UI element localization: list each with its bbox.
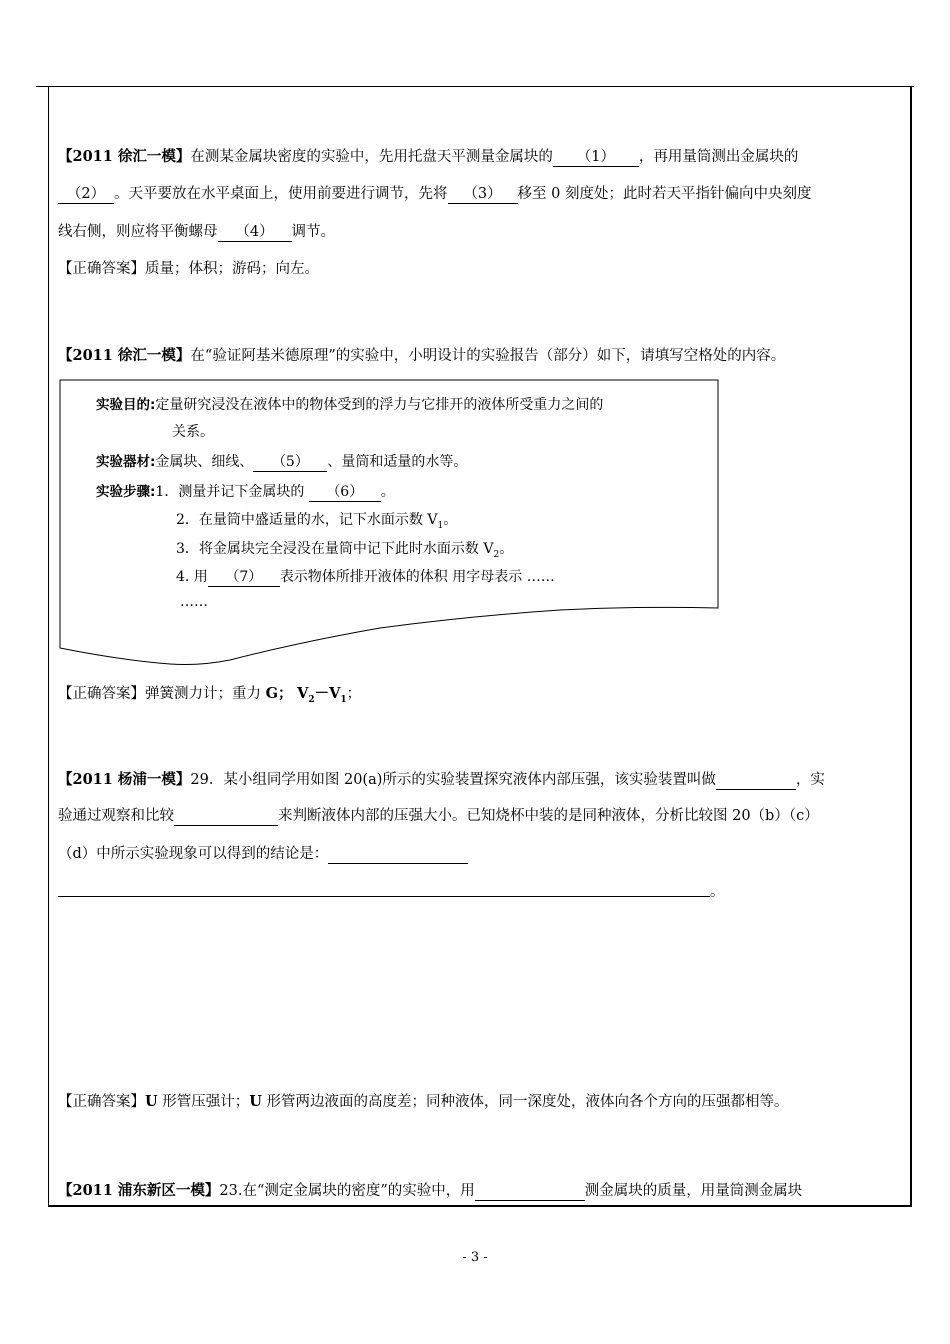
page-number: - 3 - [462, 1250, 488, 1265]
q4-line-1: 【2011 浦东新区一模】23.在“测定金属块的密度”的实验中，用 测金属块的质量，用量筒测金属块 [58, 1182, 803, 1199]
q3-period: 。 [710, 884, 725, 900]
q2-answer-tag: 【正确答案】 [58, 686, 145, 702]
q1-line-3: 线右侧，则应将平衡螺母 （4） 调节。 [58, 224, 335, 240]
q1-answer: 【正确答案】质量；体积；游码；向左。 [58, 261, 319, 277]
q3-line-3: （d）中所示实验现象可以得到的结论是： [58, 844, 468, 864]
q3-line-2: 验通过观察和比较 来判断液体内部的压强大小。已知烧杯中装的是同种液体，分析比较图 20（b）（c） [58, 808, 819, 824]
q1-tag: 【2011 徐汇一模】 [58, 148, 191, 165]
equipment-label: 实验器材: [96, 454, 156, 470]
q3-blank-3 [328, 845, 468, 864]
q1-answer-tag: 【正确答案】 [58, 261, 145, 277]
q1-line-2: （2） 。天平要放在水平桌面上，使用前要进行调节，先将 （3） 移至 0 刻度处；此时若天平指针偏向中央刻度 [58, 184, 811, 204]
box-ellipsis: …… [180, 594, 208, 610]
q3-blank-2 [174, 807, 278, 826]
box-step-3: 3．将金属块完全浸没在量筒中记下此时水面示数 $V_2$。 [176, 541, 514, 560]
q4-blank-1 [475, 1182, 585, 1201]
q1-line-1: 【2011 徐汇一模】在测某金属块密度的实验中，先用托盘天平测量金属块的 （1） ，再用量筒测出金属块的 [58, 148, 799, 165]
q1-blank-2: （2） [58, 185, 114, 204]
blank-7: （7） [208, 568, 280, 587]
q3-blank-1 [716, 771, 796, 790]
q3-answer: 【正确答案】U 形管压强计；U 形管两边液面的高度差；同种液体，同一深度处，液体向各个方向的压强都相等。 [58, 1093, 789, 1110]
box-purpose-line-2: 关系。 [172, 424, 214, 440]
q1-blank-3: （3） [448, 185, 518, 204]
q1-blank-4: （4） [218, 223, 292, 242]
box-purpose-line-1: 实验目的:定量研究浸没在液体中的物体受到的浮力与它排开的液体所受重力之间的 [96, 397, 604, 413]
purpose-label: 实验目的: [96, 397, 156, 413]
box-equipment: 实验器材:金属块、细线、 （5） 、量筒和适量的水等。 [96, 454, 468, 470]
q3-answer-tag: 【正确答案】 [58, 1094, 145, 1110]
box-step-2: 2．在量筒中盛适量的水，记下水面示数 $V_1$。 [176, 512, 458, 531]
box-step-4: 4. 用 （7） 表示物体所排开液体的体积 用字母表示 …… [176, 569, 555, 585]
steps-label: 实验步骤: [96, 484, 156, 500]
q3-tag: 【2011 杨浦一模】 [58, 771, 191, 788]
q2-answer: 【正确答案】弹簧测力计；重力 G； $V_2-V_1$； [58, 685, 362, 705]
q3-answer-line [58, 896, 710, 897]
q1-blank-1: （1） [553, 148, 639, 167]
q3-line-1: 【2011 杨浦一模】29．某小组同学用如图 20(a)所示的实验装置探究液体内部压强，该实验装置叫做 ，实 [58, 771, 825, 788]
q4-tag: 【2011 浦东新区一模】 [58, 1182, 220, 1199]
box-step-1: 实验步骤:1．测量并记下金属块的 （6） 。 [96, 484, 395, 500]
q2-tag: 【2011 徐汇一模】 [58, 347, 191, 364]
q2-prompt: 【2011 徐汇一模】在“验证阿基米德原理”的实验中，小明设计的实验报告（部分）如下，请填写空格处的内容。 [58, 347, 786, 364]
blank-5: （5） [253, 453, 327, 472]
blank-6: （6） [309, 483, 381, 502]
